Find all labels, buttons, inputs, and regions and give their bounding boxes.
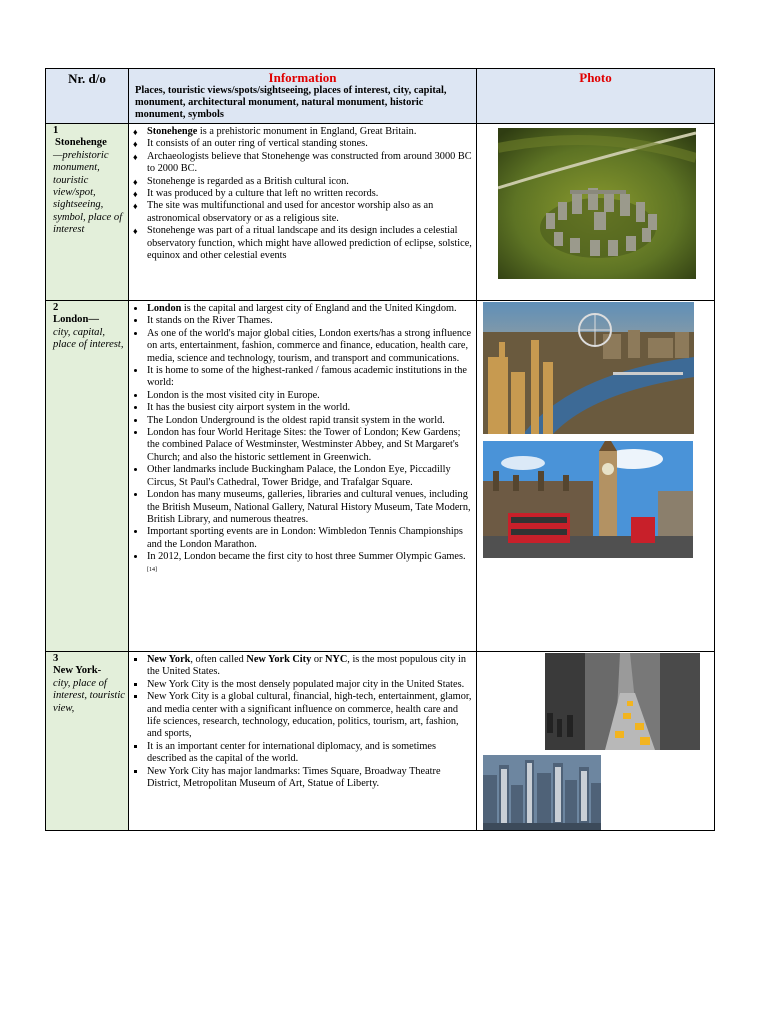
list-item (146, 138, 472, 150)
row-label-cell (46, 652, 129, 831)
bullet-text: Stonehenge is regarded as a British cultural icon. (147, 175, 349, 187)
bullet-text: , often called (190, 654, 247, 665)
list-item (146, 489, 472, 526)
bullet-text: Important sporting events are in London: Wimbledon Tennis Championships and the London Marathon. (147, 526, 463, 550)
bullet-text: The London Underground is the oldest rapid transit system in the world. (147, 414, 445, 426)
bullet-text: is a prehistoric monument in England, Great Britain. (197, 126, 417, 137)
header-nr: Nr. d/o (46, 69, 129, 124)
header-photo: Photo (477, 69, 715, 124)
row-label-cell (46, 124, 129, 301)
row-number: 3 (53, 653, 59, 664)
info-list (129, 301, 476, 579)
list-item (146, 126, 472, 138)
list-item (146, 176, 472, 188)
header-info-subtitle: Places, touristic views/spots/sightseeing, places of interest, city, capital, monument, architectural monument, natural monument, historic monument, symbols (135, 85, 447, 120)
bullet-text: Stonehenge was part of a ritual landscape and its design includes a celestial observatory function, which might have allowed prediction of eclipse, solstice, equinox and other celestial events (147, 225, 472, 262)
info-cell (129, 124, 477, 301)
bullet-text: It has the busiest city airport system in the world. (147, 402, 351, 414)
list-item (146, 427, 472, 464)
bullet-text: New York City is a global cultural, financial, high-tech, entertainment, glamor, and media center with a significant influence on commerce, health care and life sciences, research, technology, education, politics, tourism, art, fashion, and sports, (147, 691, 472, 740)
list-item (146, 188, 472, 200)
list-item (146, 315, 472, 327)
bullet-text: Archaeologists believe that Stonehenge was constructed from around 3000 BC to 2000 BC. (147, 150, 472, 175)
times-square-photo (545, 653, 700, 750)
row-number: 1 (53, 125, 59, 136)
header-information (129, 69, 477, 124)
table-row-stonehenge (46, 124, 715, 301)
header-info-title: Information (268, 70, 337, 85)
list-item (146, 328, 472, 365)
citation-superscript: [14] (147, 566, 157, 573)
bullet-text: The site was multifunctional and used for ancestor worship also as an astronomical observatory or as a religious site. (147, 200, 434, 224)
photo-cell (477, 301, 715, 652)
list-item (146, 691, 472, 741)
table-row-london (46, 301, 715, 652)
row-place-description: city, place of interest, touristic view, (53, 677, 125, 714)
list-item (146, 741, 472, 766)
photo-cell (477, 652, 715, 831)
bullet-text: It was produced by a culture that left no written records. (147, 188, 379, 200)
list-item (146, 551, 472, 579)
bullet-text: In 2012, London became the first city to host three Summer Olympic Games. (147, 551, 466, 563)
bullet-text: It is an important center for international diplomacy, and is sometimes described as the capital of the world. (147, 740, 436, 765)
row-place-name: Stonehenge (55, 137, 107, 149)
list-item (146, 679, 472, 691)
bullet-text: It stands on the River Thames. (147, 315, 273, 327)
bullet-text: is the capital and largest city of England and the United Kingdom. (181, 303, 457, 314)
row-place-name: New York- (53, 665, 102, 677)
bullet-text: London has many museums, galleries, libraries and cultural venues, including the British Museum, National Gallery, Natural History Museum, Tate Modern, British Library, and numerous theatres. (147, 489, 471, 525)
bullet-bold-text: London (147, 303, 182, 314)
bullet-text: London is the most visited city in Europe. (147, 389, 320, 401)
list-item (146, 151, 472, 176)
list-item (146, 464, 472, 489)
bullet-text: It is home to some of the highest-ranked / famous academic institutions in the world: (147, 365, 467, 389)
stonehenge-photo (498, 128, 696, 279)
row-place-name: London— (53, 314, 99, 326)
table-row-new-york (46, 652, 715, 831)
info-cell (129, 301, 477, 652)
info-list (129, 124, 476, 262)
bullet-text: , is the most populous city in the United States. (147, 654, 466, 678)
info-list (129, 652, 476, 790)
list-item (146, 365, 472, 390)
bullet-bold-text: Stonehenge (147, 126, 198, 137)
big-ben-photo (483, 441, 693, 558)
list-item (146, 766, 472, 791)
table-header-row (46, 69, 715, 124)
list-item (146, 303, 472, 315)
info-cell (129, 652, 477, 831)
places-table (45, 68, 715, 831)
manhattan-skyline-photo (483, 755, 601, 830)
row-label-cell (46, 301, 129, 652)
bullet-text: As one of the world's major global cities, London exerts/has a strong influence on arts, entertainment, fashion, commerce and finance, education, health care, media, science and technology, tourism, and transport and communications. (147, 327, 472, 364)
list-item (146, 654, 472, 679)
bullet-text: London has four World Heritage Sites: the Tower of London; Kew Gardens; the combined Palace of Westminster, Westminster Abbey, and St Margaret's Church; and also the historic settlement in Greenwich. (147, 427, 461, 463)
bullet-text: It consists of an outer ring of vertical standing stones. (147, 138, 368, 150)
row-place-description: —prehistoric monument, touristic view/spot, sightseeing, symbol, place of interest (53, 149, 123, 236)
list-item (146, 415, 472, 427)
bullet-text: New York City has major landmarks: Times Square, Broadway Theatre District, Metropolitan Museum of Art, Statue of Liberty. (147, 765, 441, 790)
bullet-bold-text: New York City (246, 654, 312, 665)
row-place-description: city, capital, place of interest, (53, 326, 124, 351)
list-item (146, 200, 472, 225)
london-aerial-photo (483, 302, 694, 434)
bullet-bold-text: NYC (324, 654, 348, 665)
list-item (146, 526, 472, 551)
bullet-text: or (311, 654, 325, 665)
list-item (146, 402, 472, 414)
row-number: 2 (53, 302, 59, 313)
photo-cell (477, 124, 715, 301)
list-item (146, 390, 472, 402)
bullet-bold-text: New York (147, 654, 191, 665)
bullet-text: New York City is the most densely populated major city in the United States. (147, 678, 465, 690)
bullet-text: Other landmarks include Buckingham Palace, the London Eye, Piccadilly Circus, St Paul's Cathedral, Tower Bridge, and Trafalgar Square. (147, 464, 451, 488)
list-item (146, 225, 472, 262)
